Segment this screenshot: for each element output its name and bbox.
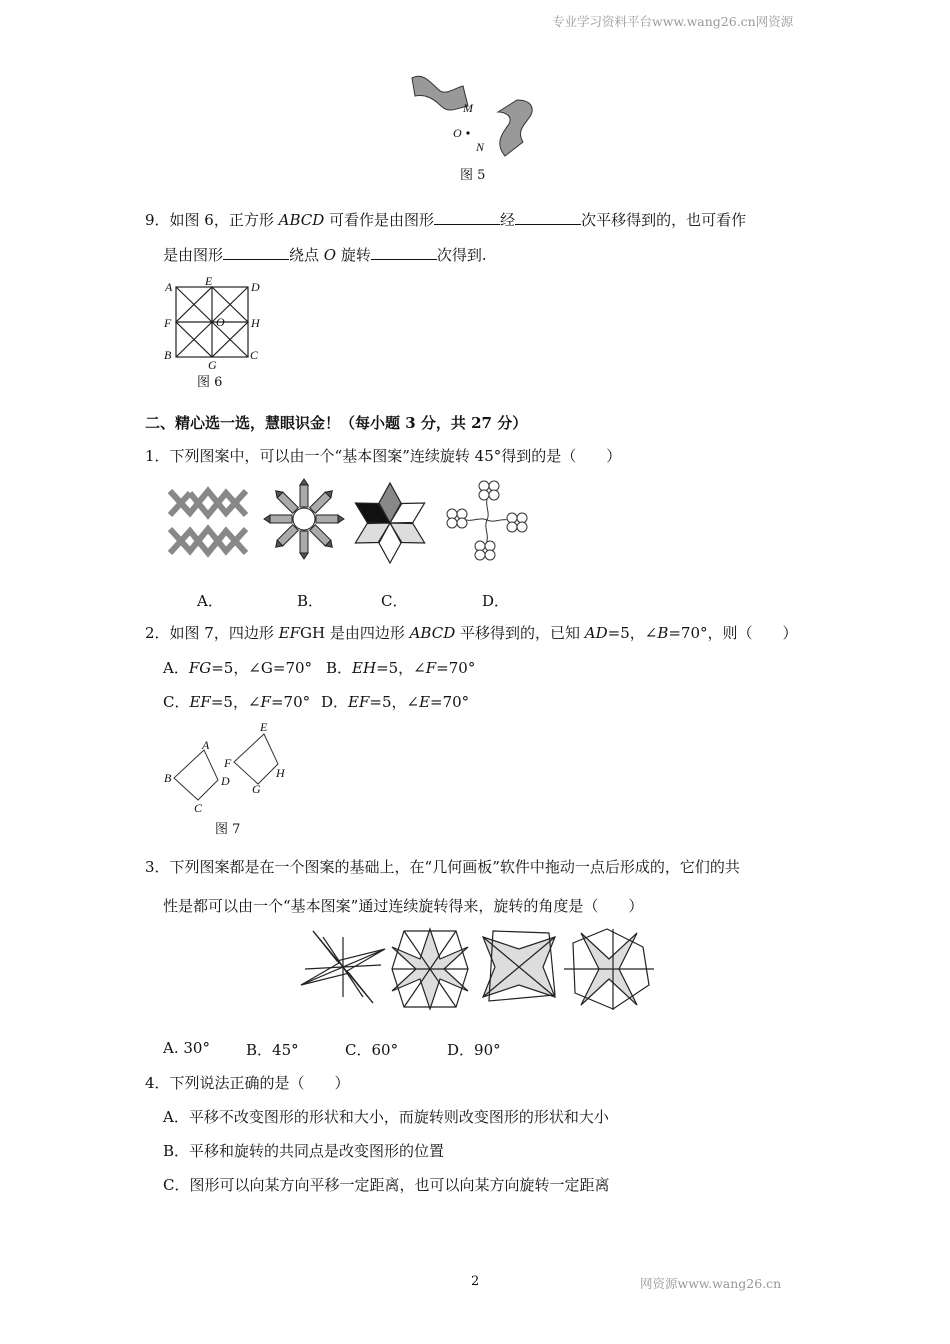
- quad-abcd: [174, 750, 218, 800]
- mc1-option-b-pattern: [264, 479, 344, 559]
- mc1-option-a-pattern: [166, 483, 250, 561]
- fig5-label-o: O: [453, 126, 462, 140]
- fig6-label-g: G: [208, 358, 217, 372]
- mc4-option-c[interactable]: C．图形可以向某方向平移一定距离，也可以向某方向旋转一定距离: [163, 1176, 610, 1194]
- figure-5: [405, 70, 545, 160]
- mc2-option-c[interactable]: C．EF=5，∠F=70°: [163, 693, 311, 711]
- mc3-option-b[interactable]: B．45°: [246, 1041, 299, 1059]
- fig6-label-a: A: [165, 280, 173, 294]
- header-watermark: 专业学习资料平台www.wang26.cn网资源: [552, 14, 794, 29]
- mc3-option-c[interactable]: C．60°: [345, 1041, 399, 1059]
- mc2-option-b[interactable]: B．EH=5，∠F=70°: [326, 659, 476, 677]
- footer-watermark: 网资源www.wang26.cn: [640, 1276, 782, 1291]
- mc4-option-a[interactable]: A．平移不改变图形的形状和大小，而旋转则改变图形的形状和大小: [163, 1108, 609, 1126]
- fig6-label-h: H: [251, 316, 260, 330]
- mc1-option-b[interactable]: B．: [297, 592, 324, 610]
- mc4-option-b[interactable]: B．平移和旋转的共同点是改变图形的位置: [163, 1142, 445, 1160]
- fig6-label-o: O: [216, 315, 225, 329]
- mc3-pattern-4: [564, 928, 654, 1010]
- fig5-label-m: M: [463, 101, 473, 115]
- mc1-option-d[interactable]: D．: [482, 592, 510, 610]
- figure-5-shape-right: [498, 100, 532, 156]
- mc4-stem: 4．下列说法正确的是（ ）: [145, 1074, 350, 1092]
- fig7-label-c: C: [194, 801, 203, 815]
- mc1-option-c-pattern: [352, 479, 428, 567]
- fig6-label-e: E: [205, 274, 213, 288]
- fig5-label-n: N: [476, 140, 485, 154]
- page-number: 2: [471, 1274, 480, 1289]
- fig6-label-f: F: [164, 316, 172, 330]
- mc2-option-d[interactable]: D．EF=5，∠E=70°: [321, 693, 470, 711]
- fig7-label-b: B: [164, 771, 172, 785]
- fig7-caption: 图 7: [215, 822, 241, 837]
- mc3-option-a[interactable]: A. 30°: [163, 1039, 210, 1057]
- mc3-pattern-2: [388, 928, 472, 1010]
- mc3-pattern-3: [478, 930, 560, 1004]
- mc3-line2: 性是都可以由一个“基本图案”通过连续旋转得来，旋转的角度是（ ）: [163, 897, 644, 915]
- fig6-label-c: C: [250, 348, 259, 362]
- fig7-label-h: H: [276, 766, 285, 780]
- fig7-label-d: D: [221, 774, 230, 788]
- fig5-caption: 图 5: [460, 168, 486, 183]
- mc3-option-d[interactable]: D．90°: [447, 1041, 501, 1059]
- fig7-label-f: F: [224, 756, 232, 770]
- q9-line2: 是由图形 绕点 O 旋转 次得到.: [163, 246, 487, 264]
- q9-blank-2: [515, 210, 581, 225]
- mc2-stem: 2．如图 7，四边形 EFGH 是由四边形 ABCD 平移得到的，已知 AD=5，∠B=70°，则（ ）: [145, 624, 798, 642]
- q9-blank-1: [434, 210, 500, 225]
- mc1-option-a[interactable]: A．: [197, 592, 223, 610]
- figure-5-point-o: [466, 131, 469, 134]
- fig7-label-e: E: [260, 720, 268, 734]
- mc1-option-d-pattern: [444, 479, 530, 561]
- fig6-label-d: D: [251, 280, 260, 294]
- figure-5-shape-left: [412, 76, 468, 110]
- mc3-pattern-1: [300, 928, 386, 1006]
- q9-blank-4: [371, 245, 437, 260]
- mc3-line1: 3．下列图案都是在一个图案的基础上，在“几何画板”软件中拖动一点后形成的，它们的共: [145, 858, 740, 876]
- quad-efgh: [234, 734, 278, 784]
- q9-line1: 9．如图 6，正方形 ABCD 可看作是由图形 经 次平移得到的，也可看作: [145, 211, 747, 229]
- mc1-option-c[interactable]: C．: [381, 592, 408, 610]
- figure-6: [176, 287, 248, 357]
- section-2-title: 二、精心选一选，慧眼识金！（每小题 3 分，共 27 分）: [145, 414, 528, 432]
- fig6-caption: 图 6: [197, 375, 223, 390]
- q9-blank-3: [223, 245, 289, 260]
- fig6-label-b: B: [164, 348, 172, 362]
- fig7-label-a: A: [202, 738, 210, 752]
- fig7-label-g: G: [252, 782, 261, 796]
- mc2-option-a[interactable]: A．FG=5，∠G=70°: [163, 659, 313, 677]
- mc1-stem: 1．下列图案中，可以由一个“基本图案”连续旋转 45°得到的是（ ）: [145, 447, 622, 465]
